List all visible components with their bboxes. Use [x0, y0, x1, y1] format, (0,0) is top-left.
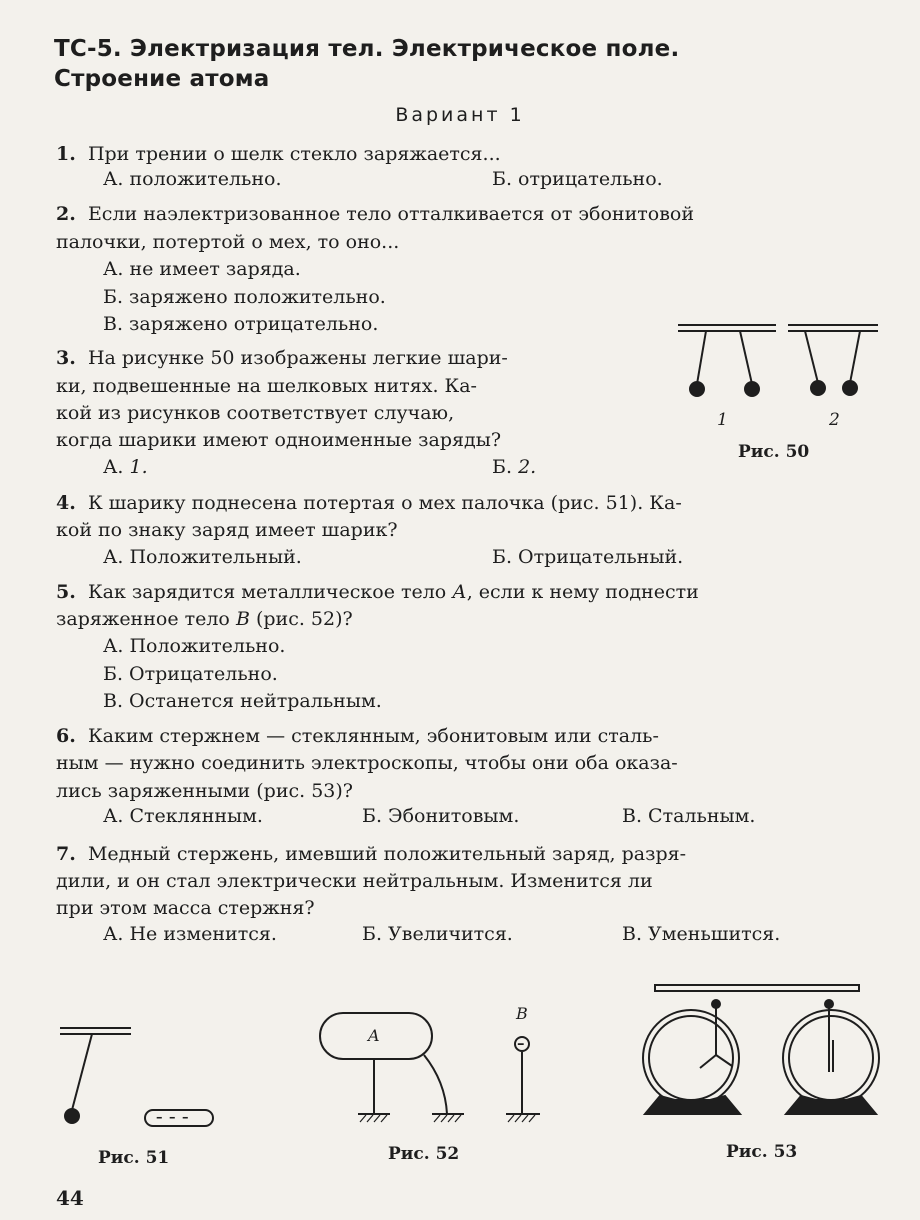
body-a-label: А	[452, 581, 467, 603]
q2-answer-b: Б. заряжено положительно.	[103, 286, 386, 308]
question-4-cont: кой по знаку заряд имеет шарик?	[56, 519, 398, 541]
figure-51	[60, 1028, 213, 1126]
question-6-cont-2: лись заряженными (рис. 53)?	[56, 780, 353, 802]
fig52-label-a: A	[368, 1026, 380, 1045]
q1-answer-a: А. положительно.	[103, 168, 282, 190]
q5-answer-c: В. Останется нейтральным.	[103, 690, 382, 712]
fig52-caption: Рис. 52	[388, 1144, 460, 1164]
q1-answer-b: Б. отрицательно.	[492, 168, 663, 190]
question-text: К шарику поднесена потертая о мех палочка (рис. 51). Ка-	[87, 492, 682, 514]
body-b-label: В	[235, 608, 250, 630]
electroscope-right-icon	[783, 1000, 879, 1114]
question-text: Как зарядится металлическое тело	[87, 581, 447, 603]
question-3-cont-2: кой из рисунков соответствует случаю,	[56, 402, 455, 424]
charged-ball-icon	[745, 382, 759, 396]
fig50-setup-2	[788, 325, 878, 395]
page-number: 44	[56, 1186, 84, 1210]
electroscope-left-icon	[643, 1000, 740, 1114]
q5-answer-b: Б. Отрицательно.	[103, 663, 278, 685]
fig50-setup-1	[678, 325, 776, 396]
fig52-charge-sign: –	[517, 1034, 525, 1052]
charged-ball-icon	[811, 381, 825, 395]
question-number: 2.	[56, 203, 76, 225]
question-3-cont-1: ки, подвешенные на шелковых нитях. Ка-	[56, 375, 477, 397]
fig52-label-b: B	[516, 1004, 528, 1023]
fig50-caption: Рис. 50	[738, 442, 810, 462]
question-number: 3.	[56, 347, 76, 369]
q4-answer-a: А. Положительный.	[103, 546, 302, 568]
q7-answer-b: Б. Увеличится.	[362, 923, 513, 945]
question-text: На рисунке 50 изображены легкие шари-	[87, 347, 508, 369]
figure-53	[643, 985, 879, 1114]
question-text: При трении о шелк стекло заряжается...	[87, 143, 501, 165]
question-number: 7.	[56, 843, 76, 865]
q6-answer-a: А. Стеклянным.	[103, 805, 263, 827]
q2-answer-c: В. заряжено отрицательно.	[103, 313, 379, 335]
charged-ball-icon	[690, 382, 704, 396]
q2-answer-a: А. не имеет заряда.	[103, 258, 301, 280]
question-6-cont-1: ным — нужно соединить электроскопы, чтобы они оба оказа-	[56, 752, 678, 774]
question-text-cont: (рис. 52)?	[255, 608, 353, 630]
question-text: Каким стержнем — стеклянным, эбонитовым или сталь-	[87, 725, 659, 747]
answer-value: 1.	[129, 456, 148, 478]
question-text: заряженное тело	[56, 608, 230, 630]
question-7-cont-1: дили, и он стал электрически нейтральным. Изменится ли	[56, 870, 653, 892]
question-number: 1.	[56, 143, 76, 165]
q5-answer-a: А. Положительно.	[103, 635, 286, 657]
variant-heading: Вариант 1	[395, 104, 525, 126]
stick-charge-signs: – – –	[156, 1110, 190, 1125]
connecting-rod-icon	[655, 985, 859, 991]
q6-answer-b: Б. Эбонитовым.	[362, 805, 520, 827]
charged-ball-icon	[65, 1109, 79, 1123]
figure-50	[678, 325, 878, 396]
fig53-caption: Рис. 53	[726, 1142, 798, 1162]
answer-value: 2.	[518, 456, 537, 478]
question-number: 5.	[56, 581, 76, 603]
question-text: Если наэлектризованное тело отталкивается от эбонитовой	[87, 203, 694, 225]
question-3-cont-3: когда шарики имеют одноименные заряды?	[56, 429, 502, 451]
question-7-cont-2: при этом масса стержня?	[56, 897, 315, 919]
answer-label: Б.	[492, 456, 513, 478]
q7-answer-a: А. Не изменится.	[103, 923, 277, 945]
charged-ball-icon	[843, 381, 857, 395]
question-text: Медный стержень, имевший положительный заряд, разря-	[87, 843, 687, 865]
q7-answer-c: В. Уменьшится.	[622, 923, 781, 945]
title-line-2: Строение атома	[54, 66, 270, 92]
q6-answer-c: В. Стальным.	[622, 805, 756, 827]
title-line-1: ТС-5. Электризация тел. Электрическое поле.	[54, 36, 680, 62]
question-2-cont: палочки, потертой о мех, то оно...	[56, 231, 400, 253]
fig50-label-1: 1	[717, 410, 728, 430]
question-text-cont: , если к нему поднести	[466, 581, 699, 603]
fig50-label-2: 2	[829, 410, 840, 430]
q4-answer-b: Б. Отрицательный.	[492, 546, 684, 568]
question-number: 6.	[56, 725, 76, 747]
fig51-caption: Рис. 51	[98, 1148, 170, 1168]
figure-52	[320, 1013, 540, 1122]
question-number: 4.	[56, 492, 76, 514]
answer-label: А.	[103, 456, 124, 478]
